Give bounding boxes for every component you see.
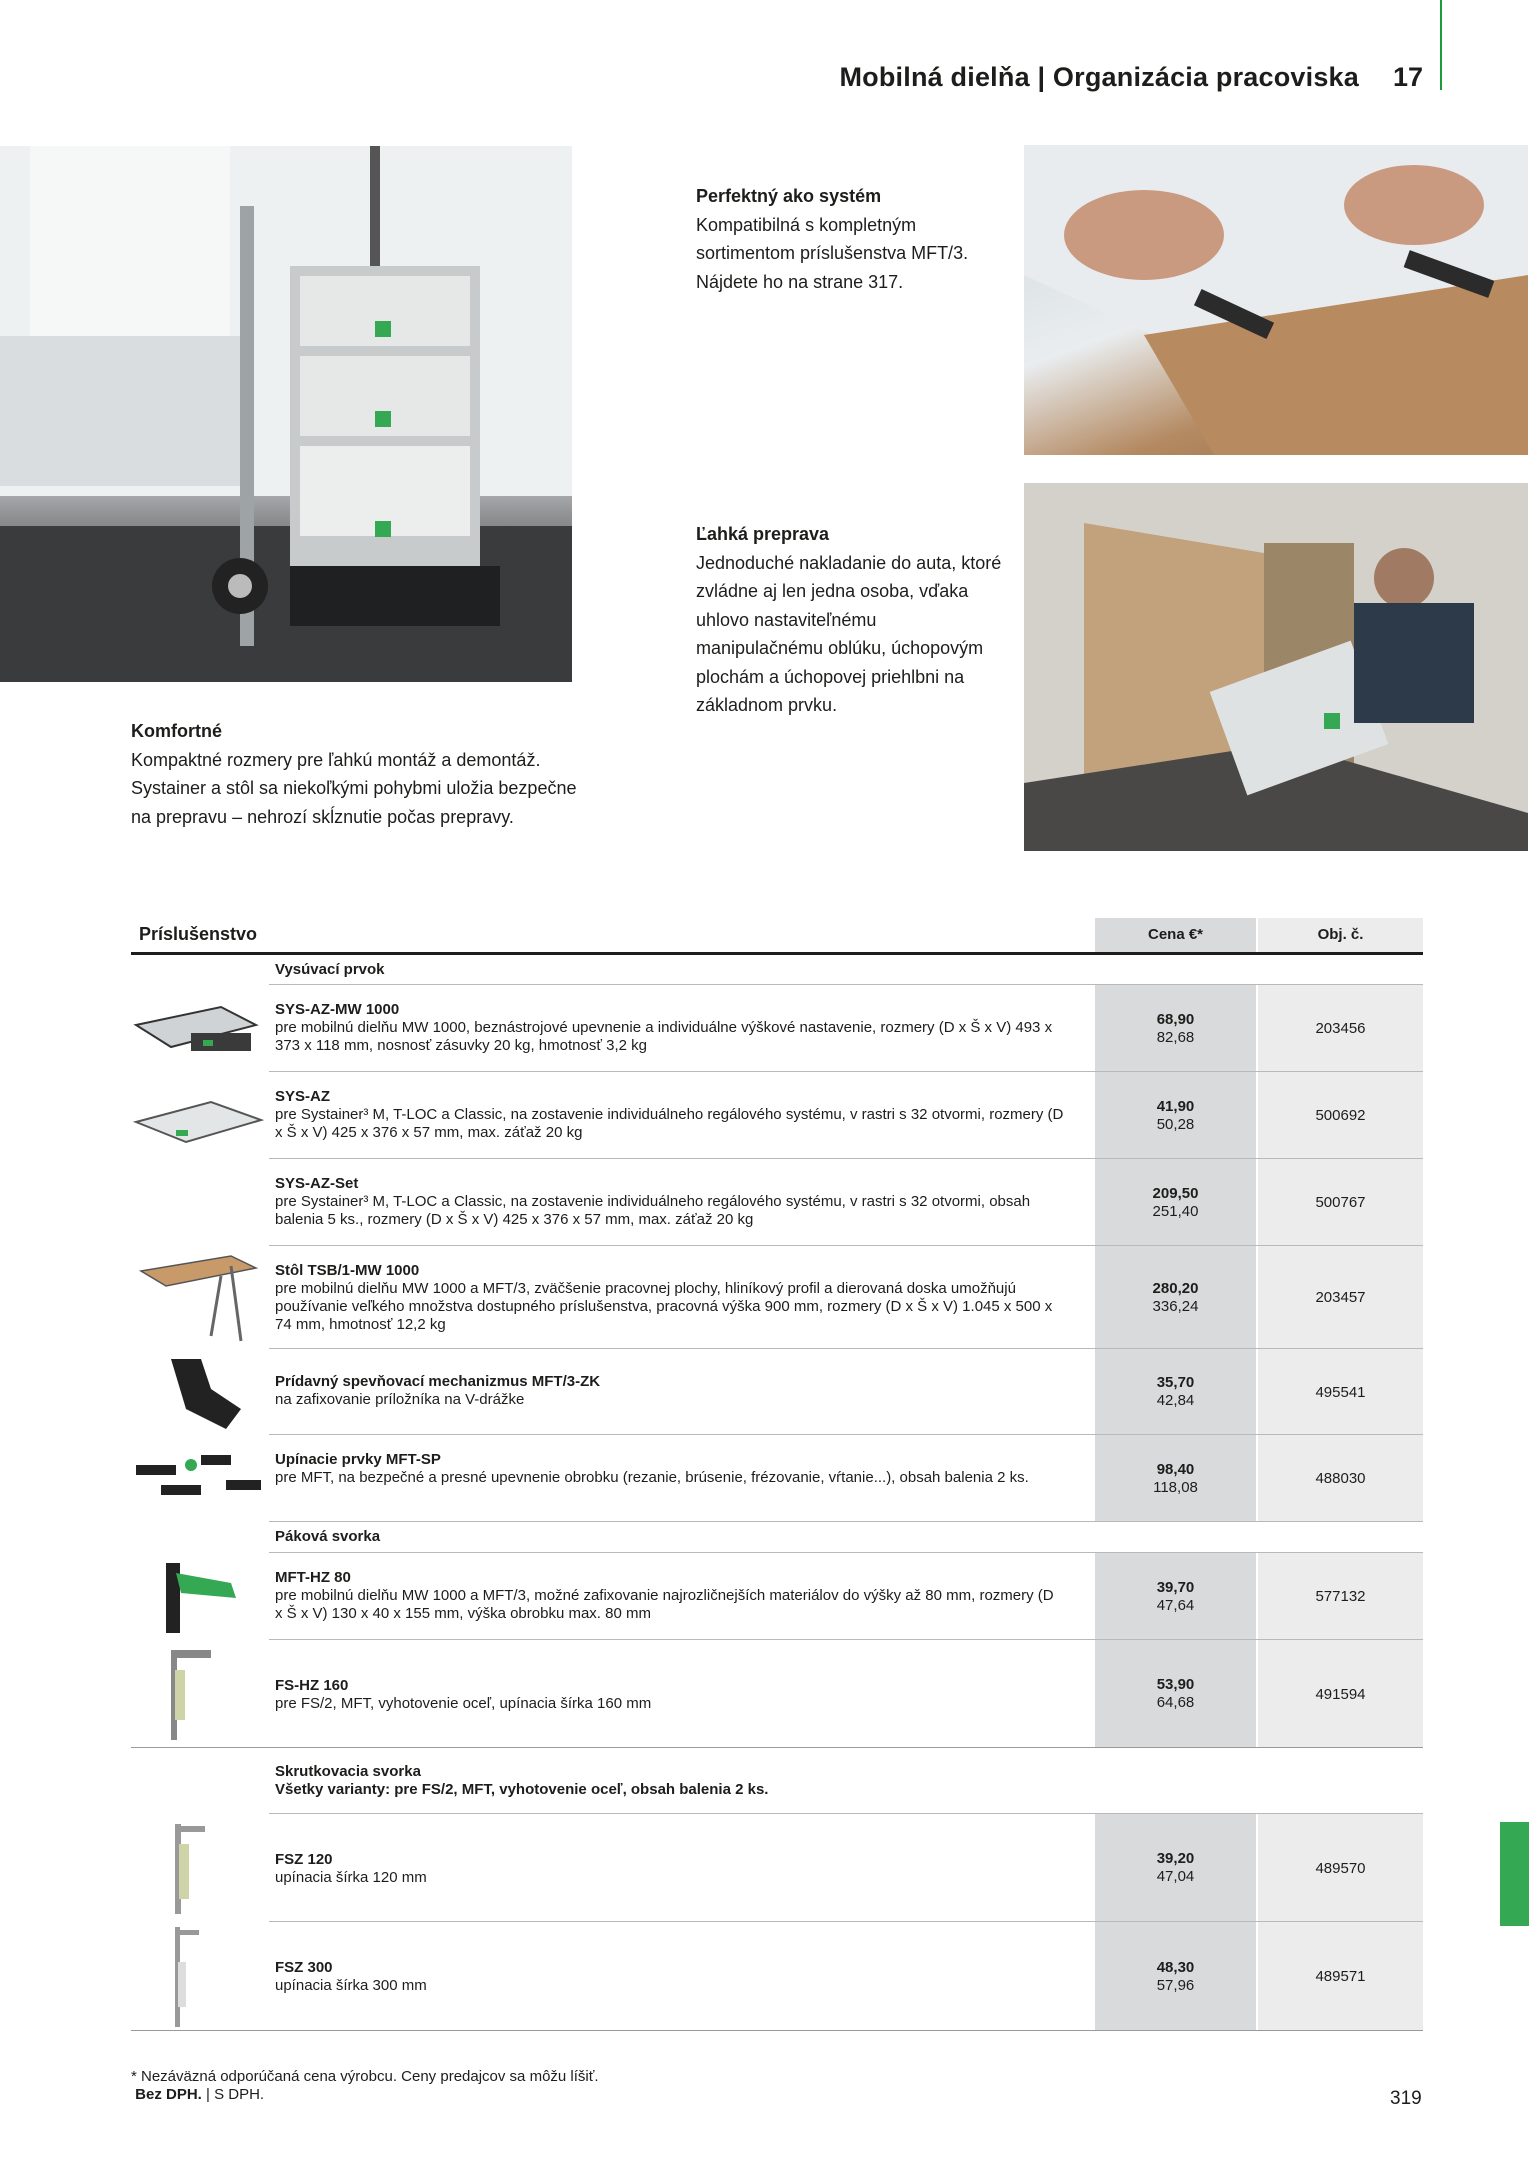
product-name: SYS-AZ-MW 1000 [275, 1001, 400, 1018]
product-name: MFT-HZ 80 [275, 1569, 351, 1586]
caption-compact-text: Kompaktné rozmery pre ľahkú montáž a demontáž. Systainer a stôl sa niekoľkými pohybmi uložia bezpečne na prepravu – nehrozí skĺznutie počas prepravy. [131, 749, 577, 827]
price-incl-vat: 47,64 [1156, 1596, 1195, 1614]
product-description: pre mobilnú dielňu MW 1000 a MFT/3, zväčšenie pracovnej plochy, hliníkový profil a dierovaná doska umožňujú používanie veľkého množstva dostupného príslušenstva, pracovná výška 900 mm, rozmery (D x Š x V) 1.045 x 500 x 74 mm, hmotnosť 12,2 kg [275, 1280, 1053, 1333]
table-row [131, 1435, 1423, 1522]
order-number: 203456 [1258, 985, 1423, 1072]
table-row [131, 1349, 1423, 1435]
price-incl-vat: 42,84 [1156, 1392, 1195, 1409]
drawer-mw-thumbnail-icon [131, 985, 269, 1072]
screw-clamp-300-thumbnail-icon [131, 1922, 269, 2031]
page-number: 319 [1390, 2088, 1422, 2109]
price-excl-vat: 39,70 [1156, 1578, 1195, 1596]
caption-system [696, 182, 1006, 296]
product-name: SYS-AZ [275, 1088, 331, 1105]
clamping-elements-thumbnail-icon [131, 1435, 269, 1522]
price-cell [1095, 985, 1256, 1072]
product-description: pre Systainer³ M, T-LOC a Classic, na zostavenie individuálneho regálového systému, v rastri s 32 otvormi, obsah balenia 5 ks., rozmery (D x Š x V) 425 x 376 x 57 mm, max. záťaž 20 kg [275, 1193, 1031, 1228]
order-number: 489571 [1258, 1922, 1423, 2031]
header-page-number: 17 [1393, 62, 1424, 92]
price-incl-vat: 64,68 [1156, 1694, 1195, 1711]
price-incl-vat: 50,28 [1156, 1115, 1195, 1133]
product-description: pre FS/2, MFT, vyhotovenie oceľ, upínacia šírka 160 mm [275, 1695, 652, 1712]
van-loading-photo [1024, 483, 1528, 851]
table-row [131, 1922, 1423, 2031]
order-number: 489570 [1258, 1814, 1423, 1922]
order-number: 203457 [1258, 1246, 1423, 1349]
header-accent-line [1440, 0, 1442, 90]
price-excl-vat: 209,50 [1152, 1184, 1199, 1202]
table-title: Príslušenstvo [139, 924, 258, 944]
price-cell [1095, 1640, 1256, 1748]
product-name: FS-HZ 160 [275, 1677, 349, 1694]
price-incl-vat: 251,40 [1152, 1202, 1199, 1220]
group-header-drawer [131, 955, 1423, 985]
footnote [131, 2068, 599, 2104]
price-cell [1095, 1435, 1256, 1522]
product-description: upínacia šírka 300 mm [275, 1977, 427, 1994]
reinforcement-thumbnail-icon [131, 1349, 269, 1435]
caption-system-text: Kompatibilná s kompletným sortimentom príslušenstva MFT/3. Nájdete ho na strane 317. [696, 214, 969, 292]
price-excl-vat: 48,30 [1156, 1958, 1195, 1976]
price-excl-vat: 98,40 [1156, 1460, 1195, 1478]
page-title: Mobilná dielňa | Organizácia pracoviska [839, 62, 1359, 92]
caption-system-heading: Perfektný ako systém [696, 186, 882, 206]
price-excl-vat: 53,90 [1156, 1676, 1195, 1693]
footnote-price-note: * Nezáväzná odporúčaná cena výrobcu. Ceny predajcov sa môžu líšiť. [131, 2068, 599, 2085]
group-label-note: Všetky varianty: pre FS/2, MFT, vyhotovenie oceľ, obsah balenia 2 ks. [275, 1781, 769, 1798]
group-label [275, 1763, 768, 1799]
footnote-excl-vat: Bez DPH. [135, 2086, 202, 2103]
price-excl-vat: 280,20 [1152, 1279, 1199, 1297]
lever-clamp-thumbnail-icon [131, 1553, 269, 1640]
drawer-sys-az-thumbnail-icon [131, 1072, 269, 1159]
table-row [131, 1640, 1423, 1748]
price-excl-vat: 41,90 [1156, 1097, 1195, 1115]
table-row [131, 1072, 1423, 1159]
table-row [131, 985, 1423, 1072]
accessories-table [131, 918, 1423, 2031]
product-name: FSZ 300 [275, 1959, 333, 1976]
table-row [131, 1159, 1423, 1246]
price-incl-vat: 118,08 [1153, 1478, 1198, 1496]
screw-clamp-120-thumbnail-icon [131, 1814, 269, 1922]
group-label: Páková svorka [275, 1528, 381, 1545]
drawer-set-thumbnail-icon [131, 1159, 269, 1246]
product-name: Upínacie prvky MFT-SP [275, 1451, 441, 1468]
order-number: 495541 [1258, 1349, 1423, 1435]
price-incl-vat: 47,04 [1156, 1868, 1195, 1885]
caption-transport-text: Jednoduché nakladanie do auta, ktoré zvládne aj len jedna osoba, vďaka uhlovo nastaviteľnému manipulačnému oblúku, úchopovým plochám a úchopovej priehlbni na základnom prvku. [696, 552, 1002, 715]
price-cell [1095, 1159, 1256, 1246]
order-number: 500692 [1258, 1072, 1423, 1159]
table-row [131, 1553, 1423, 1640]
price-cell [1095, 1072, 1256, 1159]
caption-transport [696, 520, 1006, 720]
product-description: na zafixovanie príložníka na V-drážke [275, 1391, 525, 1408]
price-cell [1095, 1553, 1256, 1640]
order-number: 577132 [1258, 1553, 1423, 1640]
product-name: SYS-AZ-Set [275, 1175, 359, 1192]
price-incl-vat: 57,96 [1156, 1976, 1195, 1994]
section-side-tab [1500, 1822, 1529, 1926]
price-cell [1095, 1814, 1256, 1922]
table-row [131, 1246, 1423, 1349]
footnote-incl-vat: | S DPH. [201, 2086, 265, 2103]
price-excl-vat: 35,70 [1156, 1374, 1195, 1391]
order-number: 491594 [1258, 1640, 1423, 1748]
price-cell [1095, 1349, 1256, 1435]
price-excl-vat: 68,90 [1156, 1010, 1195, 1028]
product-description: upínacia šírka 120 mm [275, 1869, 427, 1886]
price-incl-vat: 336,24 [1152, 1297, 1199, 1315]
table-header [131, 918, 1423, 955]
mobile-workshop-photo [0, 146, 572, 682]
product-description: pre MFT, na bezpečné a presné upevnenie obrobku (rezanie, brúsenie, frézovanie, vŕtanie...), obsah balenia 2 ks. [275, 1469, 1029, 1486]
price-incl-vat: 82,68 [1156, 1028, 1195, 1046]
group-label: Vysúvací prvok [275, 961, 385, 978]
group-header-lever-clamp [131, 1522, 1423, 1553]
price-cell [1095, 1246, 1256, 1349]
caption-compact [131, 717, 581, 831]
group-label-title: Skrutkovacia svorka [275, 1763, 421, 1780]
column-header-price: Cena €* [1095, 918, 1256, 952]
product-name: FSZ 120 [275, 1851, 333, 1868]
fs-lever-clamp-thumbnail-icon [131, 1640, 269, 1748]
group-header-screw-clamp [131, 1748, 1423, 1814]
price-excl-vat: 39,20 [1156, 1850, 1195, 1867]
product-description: pre mobilnú dielňu MW 1000, beznástrojové upevnenie a individuálne výškové nastavenie, rozmery (D x Š x V) 493 x 373 x 118 mm, nosnosť zásuvky 20 kg, hmotnosť 3,2 kg [275, 1019, 1053, 1054]
product-name: Stôl TSB/1-MW 1000 [275, 1262, 420, 1279]
order-number: 488030 [1258, 1435, 1423, 1522]
order-number: 500767 [1258, 1159, 1423, 1246]
product-name: Prídavný spevňovací mechanizmus MFT/3-ZK [275, 1373, 601, 1390]
column-header-order-number: Obj. č. [1258, 918, 1423, 952]
product-description: pre Systainer³ M, T-LOC a Classic, na zostavenie individuálneho regálového systému, v rastri s 32 otvormi, rozmery (D x Š x V) 425 x 376 x 57 mm, max. záťaž 20 kg [275, 1106, 1064, 1141]
product-description: pre mobilnú dielňu MW 1000 a MFT/3, možné zafixovanie najrozličnejších materiálov do výšky až 80 mm, rozmery (D x Š x V) 130 x 40 x 155 mm, výška obrobku max. 80 mm [275, 1587, 1054, 1622]
table-row [131, 1814, 1423, 1922]
caption-transport-heading: Ľahká preprava [696, 524, 830, 544]
caption-compact-heading: Komfortné [131, 721, 222, 741]
mft-table-clamp-photo [1024, 145, 1528, 455]
extension-table-thumbnail-icon [131, 1246, 269, 1349]
price-cell [1095, 1922, 1256, 2031]
